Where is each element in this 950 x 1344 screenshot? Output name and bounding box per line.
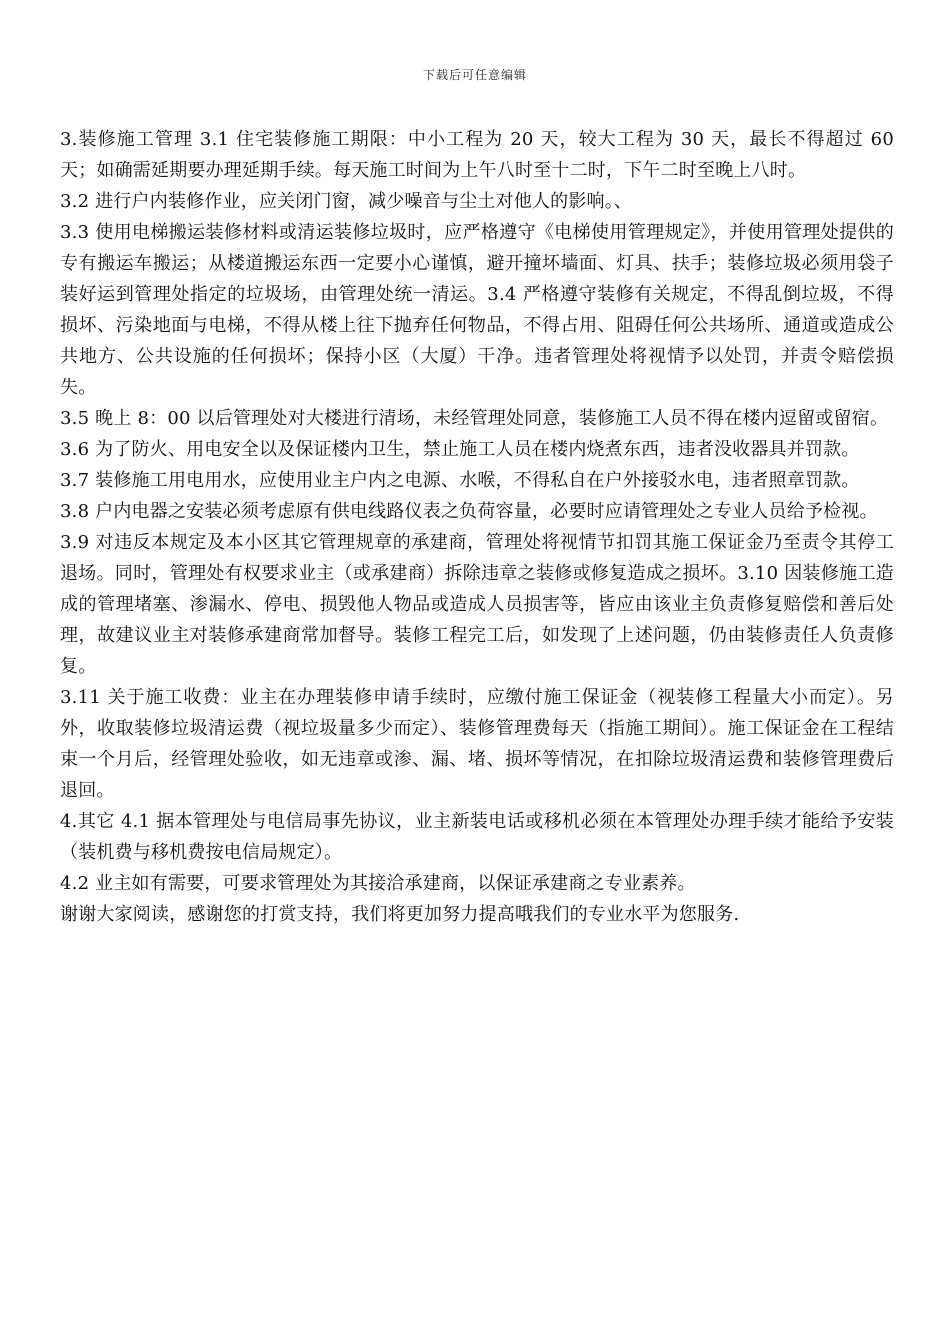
paragraph-3-2: 3.2 进行户内装修作业，应关闭门窗，减少噪音与尘土对他人的影响。、	[60, 191, 633, 212]
paragraph-3-5: 3.5 晚上 8：00 以后管理处对大楼进行清场，未经管理处同意，装修施工人员不得在楼内逗留或留宿。	[60, 408, 889, 429]
paragraph-3-6: 3.6 为了防火、用电安全以及保证楼内卫生，禁止施工人员在楼内烧煮东西，违者没收器具并罚款。	[60, 439, 860, 460]
paragraph-4-2: 4.2 业主如有需要，可要求管理处为其接洽承建商，以保证承建商之专业素养。	[60, 873, 696, 894]
paragraph-3-11: 3.11 关于施工收费：业主在办理装修申请手续时，应缴付施工保证金（视装修工程量大小而定）。另外，收取装修垃圾清运费（视垃圾量多少而定）、装修管理费每天（指施工期间）。施工保证金在工程结束一个月后，经管理处验收，如无违章或渗、漏、堵、损坏等情况，在扣除垃圾清运费和装修管理费后退回。	[60, 687, 894, 801]
paragraph-3-7: 3.7 装修施工用电用水，应使用业主户内之电源、水喉，不得私自在户外接驳水电，违者照章罚款。	[60, 470, 860, 491]
document-body	[60, 124, 894, 930]
paragraph-3-3-3-4: 3.3 使用电梯搬运装修材料或清运装修垃圾时，应严格遵守《电梯使用管理规定》，并使用管理处提供的专有搬运车搬运；从楼道搬运东西一定要小心谨慎，避开撞坏墙面、灯具、扶手；装修垃圾必须用袋子装好运到管理处指定的垃圾场，由管理处统一清运。3.4 严格遵守装修有关规定，不得乱倒垃圾，不得损坏、污染地面与电梯，不得从楼上往下抛弃任何物品，不得占用、阻碍任何公共场所、通道或造成公共地方、公共设施的任何损坏；保持小区（大厦）干净。违者管理处将视情予以处罚，并责令赔偿损失。	[60, 222, 894, 398]
paragraph-3-9-3-10: 3.9 对违反本规定及本小区其它管理规章的承建商，管理处将视情节扣罚其施工保证金乃至责令其停工退场。同时，管理处有权要求业主（或承建商）拆除违章之装修或修复造成之损坏。3.10 因装修施工造成的管理堵塞、渗漏水、停电、损毁他人物品或造成人员损害等，皆应由该业主负责修复赔偿和善后处理，故建议业主对装修承建商常加督导。装修工程完工后，如发现了上述问题，仍由装修责任人负责修复。	[60, 532, 894, 677]
paragraph-3-8: 3.8 户内电器之安装必须考虑原有供电线路仪表之负荷容量，必要时应请管理处之专业人员给予检视。	[60, 501, 878, 522]
closing-note: 谢谢大家阅读，感谢您的打赏支持，我们将更加努力提高哦我们的专业水平为您服务.	[60, 904, 740, 925]
paragraph-4-1: 4.其它 4.1 据本管理处与电信局事先协议，业主新装电话或移机必须在本管理处办理手续才能给予安装（装机费与移机费按电信局规定）。	[60, 811, 894, 863]
page-header: 下载后可任意编辑	[422, 68, 527, 82]
paragraph-3-1: 3.装修施工管理 3.1 住宅装修施工期限：中小工程为 20 天，较大工程为 30 天，最长不得超过 60 天；如确需延期要办理延期手续。每天施工时间为上午八时至十二时，下午二时至晚上八时。	[60, 129, 894, 181]
